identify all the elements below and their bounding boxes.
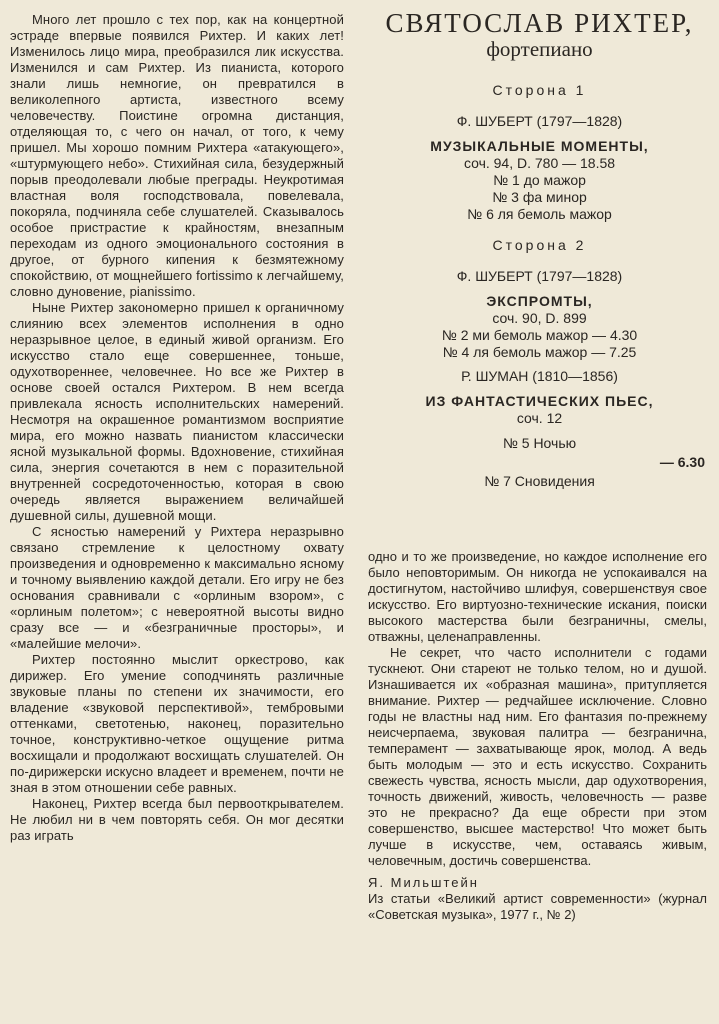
essay-paragraph: Рихтер постоянно мыслит оркестрово, как дирижер. Его умение соподчинять различные звуковые планы по степени их значимости, его владение «звуковой перспективой», тембровыми оттенками, светотенью, наконец, поразительно точное, конструктивно-четкое ощущение ритма восхищали и продолжают восхищать слушателей. Он по-дирижерски искусно владеет и временем, почти не зная в этом отношении себе равных. bbox=[10, 652, 344, 795]
instrument: фортепиано bbox=[486, 37, 593, 61]
artist-name: СВЯТОСЛАВ РИХТЕР, bbox=[385, 8, 694, 38]
composer-schubert: Ф. ШУБЕРТ (1797—1828) bbox=[456, 113, 623, 129]
track-duration: — 6.30 bbox=[659, 454, 705, 470]
essay-paragraph: С ясностью намерений у Рихтера неразрывно связано стремление к целостному охвату произведения и одновременно к максимально ясному и точному выявлению каждой детали. Его игру не без основания сравнивали с «орлиным взором», с «орлиным полетом»; с невероятной высоты видно сразу все — и «безграничные просторы», и «малейшие мелочи». bbox=[10, 524, 344, 651]
tracklist bbox=[372, 8, 707, 490]
essay-paragraph: Ныне Рихтер закономерно пришел к органичному слиянию всех элементов исполнения в одно неразрывное целое, в единый живой организм. Его искусство стало еще совершеннее, тоньше, одухотвореннее, человечнее. Но все же Рихтер в основе своей остался Рихтером. В нем всегда привлекала ясность исполнительских намерений. Несмотря на окрашенное романтизмом восприятие мира, его можно назвать пианистом классически ясной музыкальной формы. Вдохновение, стихийная сила, энергия сочетаются в нем с поразительной внутренней сосредоточенностью, которая в свою очередь является выражением величайшей душевной силы, душевной мощи. bbox=[10, 300, 344, 523]
essay-paragraph: одно и то же произведение, но каждое исполнение его было неповторимым. Он никогда не успокаивался на достигнутом, настойчиво шлифуя, совершенствуя свое искусство. Его виртуозно-технические искания, поиски высокого мастерства были безграничны, смелы, отважны, целенаправленны. bbox=[368, 549, 707, 644]
essay-paragraph: Не секрет, что часто исполнители с годами тускнеют. Они стареют не только телом, но и душой. Изнашивается их «образная машина», притупляется внимание. Рихтер — редчайшее исключение. Словно годы не властны над ним. Его фантазия по-прежнему неисчерпаема, звуковая палитра — безгранична, темперамент — захватывающе ярок, молод. А ведь быть молодым — это и есть искусство. Сохранить свежесть чувства, ясность мысли, дар одухотворения, точность движений, живость, человечность — разве это не прекрасно? Да еще обрести при этом совершенство, высшее мастерство! Что может быть лучше в искусстве, чем, оставаясь живым, человечным, достичь совершенства. bbox=[368, 645, 707, 868]
work-opus: соч. 90, D. 899 bbox=[492, 310, 587, 326]
track-item: № 6 ля бемоль мажор bbox=[467, 206, 612, 222]
track-item: № 7 Сновидения bbox=[484, 473, 595, 489]
work-title: ИЗ ФАНТАСТИЧЕСКИХ ПЬЕС, bbox=[425, 393, 654, 409]
side-1-label: Сторона 1 bbox=[492, 82, 587, 98]
work-opus: соч. 12 bbox=[516, 410, 563, 426]
side-2-label: Сторона 2 bbox=[492, 237, 587, 253]
source-citation: Из статьи «Великий артист современности» (журнал «Советская музыка», 1977 г., № 2) bbox=[368, 891, 707, 922]
author-signature: Я. Мильштейн bbox=[368, 875, 479, 890]
work-opus: соч. 94, D. 780 — 18.58 bbox=[463, 155, 616, 171]
composer-schumann: Р. ШУМАН (1810—1856) bbox=[461, 368, 618, 384]
track-item: № 5 Ночью bbox=[502, 435, 577, 451]
track-item: № 1 до мажор bbox=[493, 172, 586, 188]
essay-paragraph: Наконец, Рихтер всегда был первооткрывателем. Не любил ни в чем повторять себя. Он мог десятки раз играть bbox=[10, 796, 344, 843]
track-item: № 2 ми бемоль мажор — 4.30 bbox=[441, 327, 638, 343]
track-item: № 4 ля бемоль мажор — 7.25 bbox=[442, 344, 637, 360]
essay-paragraph: Много лет прошло с тех пор, как на концертной эстраде впервые появился Рихтер. И каких лет! Изменилось лицо мира, преобразился лик искусства. Изменился и сам Рихтер. Из пианиста, которого знали лишь немногие, он превратился в великолепного артиста, известного всему человечеству. Поистине огромна дистанция, отделяющая то, с чего он начал, от того, к чему пришел. Мы хорошо помним Рихтера «атакующего», «штурмующего небо». Стихийная сила, безудержный порыв преодолевали любые преграды. Неукротимая властная воля господствовала, повелевала, покоряла, подчиняла себе слушателей. Сказывалось особое пристрастие к крайностям, внезапным переходам из одного эмоционального состояния в другое, от бурного кипения к безмятежному спокойствию, от мощнейшего fortissimo к легчайшему, словно дуновение, pianissimo. bbox=[10, 12, 344, 299]
work-title: ЭКСПРОМТЫ, bbox=[486, 293, 593, 309]
track-item: № 3 фа минор bbox=[492, 189, 587, 205]
essay-left-column bbox=[10, 12, 344, 844]
composer-schubert: Ф. ШУБЕРТ (1797—1828) bbox=[456, 268, 623, 284]
essay-right-column bbox=[368, 549, 707, 923]
work-title: МУЗЫКАЛЬНЫЕ МОМЕНТЫ, bbox=[430, 138, 649, 154]
